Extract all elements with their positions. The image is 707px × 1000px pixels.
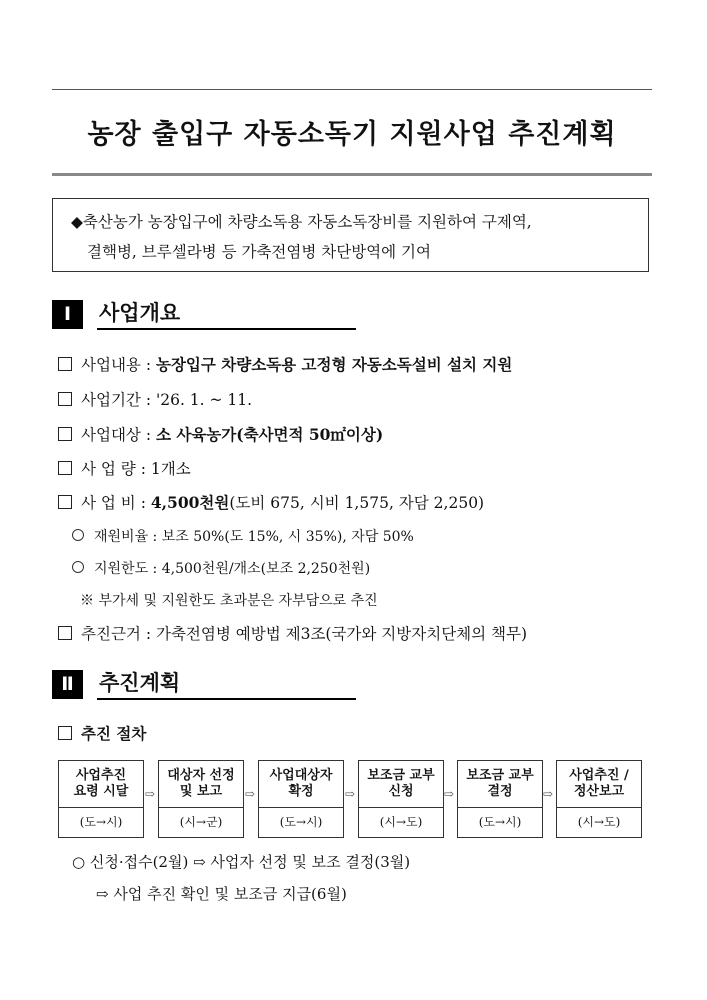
- arrow-icon: ⇨: [145, 787, 156, 801]
- item-value: '26. 1. ~ 11.: [155, 391, 253, 409]
- flow-actor: (도→시): [79, 815, 123, 829]
- flow-text: 사업대상자: [269, 768, 333, 783]
- flow-box-3: [258, 760, 344, 838]
- summary-line-2: 결핵병, 브루셀라병 등 가축전염병 차단방역에 기여: [87, 243, 431, 261]
- item-label: 추진근거 :: [81, 625, 156, 643]
- flow-actor: (도→시): [478, 815, 522, 829]
- item-label: 사업대상 :: [81, 426, 156, 444]
- item-value: 4,500천원: [150, 493, 230, 512]
- circle-bullet-icon: [72, 561, 84, 573]
- flow-text: 신청: [388, 784, 414, 799]
- procedure-label: 추진 절차: [81, 724, 147, 743]
- flow-text: 대상자 선정: [167, 768, 235, 783]
- flow-actor: (시→군): [179, 815, 223, 829]
- overview-item-period: [58, 388, 252, 410]
- flow-actor: (시→도): [379, 815, 423, 829]
- overview-item-quantity: [58, 457, 191, 479]
- checkbox-icon: [58, 357, 72, 371]
- item-label: 사업내용 :: [81, 356, 156, 374]
- arrow-icon: ⇨: [444, 787, 455, 801]
- arrow-icon: ⇨: [245, 787, 256, 801]
- flow-text: 확정: [288, 784, 314, 799]
- section-1-number: Ⅰ: [52, 300, 83, 329]
- flow-text: 사업추진 /: [569, 768, 629, 783]
- flow-box-5: [457, 760, 543, 838]
- checkbox-icon: [58, 726, 72, 740]
- flow-text: 보조금 교부: [367, 768, 435, 783]
- item-value: 소 사육농가(축사면적 50㎡이상): [155, 425, 384, 444]
- arrow-icon: ⇨: [543, 787, 554, 801]
- budget-ratio-text: 재원비율 : 보조 50%(도 15%, 시 35%), 자담 50%: [94, 529, 414, 545]
- checkbox-icon: [58, 495, 72, 509]
- section-1-title: 사업개요: [97, 300, 356, 330]
- item-detail: (도비 675, 시비 1,575, 자담 2,250): [229, 494, 485, 512]
- page-title: 농장 출입구 자동소독기 지원사업 추진계획: [87, 119, 617, 150]
- flow-box-1: [58, 760, 144, 838]
- section-1-header: [52, 300, 362, 330]
- item-value: 가축전염병 예방법 제3조(국가와 지방자치단체의 책무): [155, 625, 528, 643]
- budget-ratio: [72, 526, 414, 546]
- section-2-header: [52, 670, 362, 700]
- overview-item-target: [58, 423, 383, 445]
- checkbox-icon: [58, 461, 72, 475]
- flow-text: 보조금 교부: [466, 768, 534, 783]
- vat-note: ※ 부가세 및 지원한도 초과분은 자부담으로 추진: [80, 593, 378, 609]
- item-value: 1개소: [150, 460, 191, 478]
- step-line-1: ○ 신청·접수(2월) ⇨ 사업자 선정 및 보조 결정(3월): [72, 853, 411, 871]
- step-line-2: ⇨ 사업 추진 확인 및 보조금 지급(6월): [96, 885, 347, 903]
- section-2-number: Ⅱ: [52, 670, 83, 699]
- section-2-title: 추진계획: [97, 670, 356, 700]
- circle-bullet-icon: [72, 529, 84, 541]
- support-limit-text: 지원한도 : 4,500천원/개소(보조 2,250천원): [94, 561, 371, 577]
- item-label: 사 업 량 :: [81, 460, 151, 478]
- overview-item-budget: [58, 491, 484, 513]
- checkbox-icon: [58, 626, 72, 640]
- item-label: 사업기간 :: [81, 391, 156, 409]
- flow-actor: (도→시): [279, 815, 323, 829]
- title-underline: [52, 173, 652, 176]
- top-rule: [52, 89, 652, 90]
- flow-text: 결정: [487, 784, 513, 799]
- flow-box-2: [158, 760, 244, 838]
- arrow-icon: ⇨: [345, 787, 356, 801]
- summary-box: [52, 198, 649, 272]
- procedure-heading: [58, 722, 146, 744]
- flow-box-4: [358, 760, 444, 838]
- support-limit: [72, 558, 370, 578]
- checkbox-icon: [58, 392, 72, 406]
- checkbox-icon: [58, 427, 72, 441]
- flow-box-6: [556, 760, 642, 838]
- flow-text: 요령 시달: [73, 784, 129, 799]
- flow-text: 정산보고: [573, 784, 625, 799]
- flow-text: 및 보고: [179, 784, 223, 799]
- flow-actor: (시→도): [577, 815, 621, 829]
- item-value: 농장입구 차량소독용 고정형 자동소독설비 설치 지원: [155, 355, 513, 374]
- item-label: 사 업 비 :: [81, 494, 151, 512]
- overview-item-basis: [58, 622, 527, 644]
- overview-item-content: [58, 353, 512, 375]
- summary-line-1: ◆축산농가 농장입구에 차량소독용 자동소독장비를 지원하여 구제역,: [71, 213, 532, 231]
- flow-text: 사업추진: [75, 768, 127, 783]
